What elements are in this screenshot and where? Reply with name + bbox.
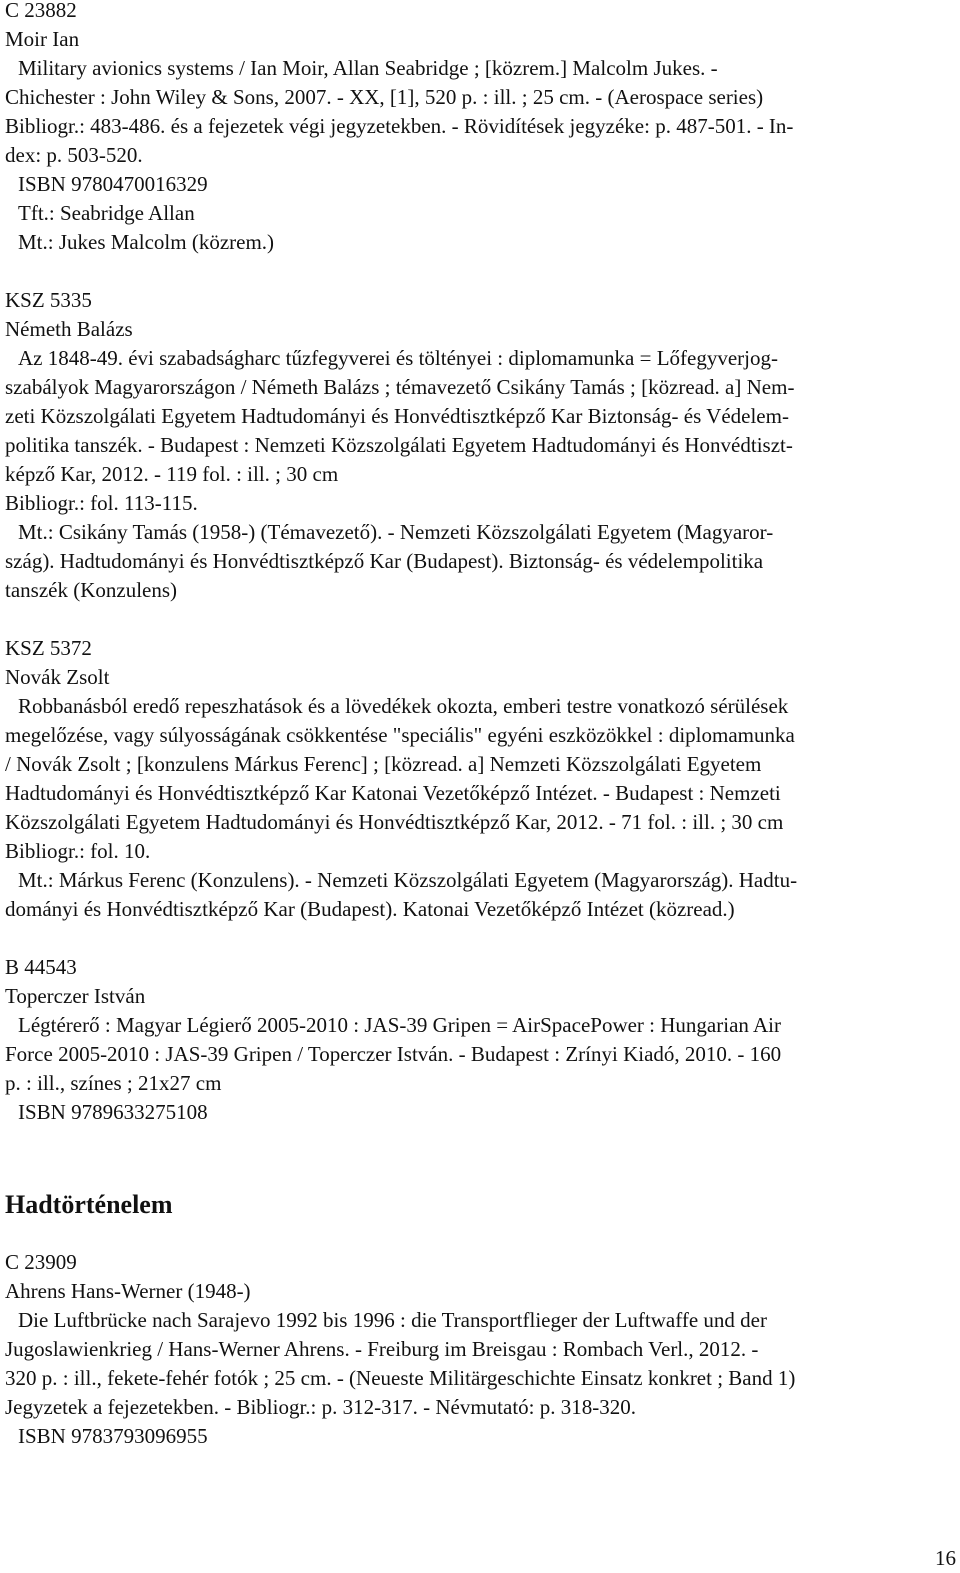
author: Novák Zsolt (5, 665, 110, 689)
entry-text-line: dományi és Honvédtisztképző Kar (Budapest). Katonai Vezetőképző Intézet (közread.) (5, 897, 735, 921)
author: Moir Ian (5, 27, 80, 51)
entry-text-line: Bibliogr.: 483-486. és a fejezetek végi jegyzetekben. - Rövidítések jegyzéke: p. 487-501. - In- (5, 114, 794, 138)
entry-text-line: Mt.: Csikány Tamás (1958-) (Témavezető). - Nemzeti Közszolgálati Egyetem (Magyaror- (18, 520, 774, 544)
entry-text-line: Hadtudományi és Honvédtisztképző Kar Katonai Vezetőképző Intézet. - Budapest : Nemzeti (5, 781, 781, 805)
entry-text-line: tanszék (Konzulens) (5, 578, 178, 602)
entry-text-line: dex: p. 503-520. (5, 143, 143, 167)
author: Ahrens Hans-Werner (1948-) (5, 1279, 251, 1303)
entry-text-line: politika tanszék. - Budapest : Nemzeti Közszolgálati Egyetem Hadtudományi és Honvédtiszt- (5, 433, 793, 457)
entry-text-line: szág). Hadtudományi és Honvédtisztképző Kar (Budapest). Biztonság- és védelempolitika (5, 549, 764, 573)
entry-text-line: Mt.: Jukes Malcolm (közrem.) (18, 230, 275, 254)
call-number: KSZ 5335 (5, 288, 92, 312)
author: Németh Balázs (5, 317, 133, 341)
isbn: ISBN 9780470016329 (18, 172, 208, 196)
entry-text-line: Mt.: Márkus Ferenc (Konzulens). - Nemzeti Közszolgálati Egyetem (Magyarország). Hadtu- (18, 868, 798, 892)
entry-text-line: Légtérerő : Magyar Légierő 2005-2010 : JAS-39 Gripen = AirSpacePower : Hungarian Air (18, 1013, 781, 1037)
entry-text-line: Az 1848-49. évi szabadságharc tűzfegyverei és töltényei : diplomamunka = Lőfegyverjog- (18, 346, 778, 370)
entry-text-line: Jugoslawienkrieg / Hans-Werner Ahrens. - Freiburg im Breisgau : Rombach Verl., 2012. - (5, 1337, 759, 1361)
entry-text-line: szabályok Magyarországon / Németh Balázs ; témavezető Csikány Tamás ; [közread. a] Nem- (5, 375, 795, 399)
isbn: ISBN 9789633275108 (18, 1100, 208, 1124)
entry-text-line: 320 p. : ill., fekete-fehér fotók ; 25 cm. - (Neueste Militärgeschichte Einsatz konkret ; Band 1) (5, 1366, 796, 1390)
call-number: KSZ 5372 (5, 636, 92, 660)
entry-text-line: Force 2005-2010 : JAS-39 Gripen / Toperczer István. - Budapest : Zrínyi Kiadó, 2010. - 160 (5, 1042, 782, 1066)
section-heading: Hadtörténelem (5, 1190, 173, 1219)
entry-text-line: képző Kar, 2012. - 119 fol. : ill. ; 30 cm (5, 462, 339, 486)
entry-text-line: zeti Közszolgálati Egyetem Hadtudományi és Honvédtisztképző Kar Biztonság- és Védelem- (5, 404, 789, 428)
entry-text-line: Military avionics systems / Ian Moir, Allan Seabridge ; [közrem.] Malcolm Jukes. - (18, 56, 718, 80)
call-number: B 44543 (5, 955, 77, 979)
page-number: 16 (935, 1546, 956, 1570)
entry-text-line: Jegyzetek a fejezetekben. - Bibliogr.: p. 312-317. - Névmutató: p. 318-320. (5, 1395, 636, 1419)
entry-text-line: Bibliogr.: fol. 10. (5, 839, 151, 863)
entry-text-line: / Novák Zsolt ; [konzulens Márkus Ferenc] ; [közread. a] Nemzeti Közszolgálati Egyetem (5, 752, 762, 776)
entry-text-line: Die Luftbrücke nach Sarajevo 1992 bis 1996 : die Transportflieger der Luftwaffe und der (18, 1308, 767, 1332)
entry-text-line: Tft.: Seabridge Allan (18, 201, 195, 225)
call-number: C 23909 (5, 1250, 77, 1274)
author: Toperczer István (5, 984, 146, 1008)
call-number: C 23882 (5, 0, 77, 22)
entry-text-line: p. : ill., színes ; 21x27 cm (5, 1071, 222, 1095)
entry-text-line: Közszolgálati Egyetem Hadtudományi és Honvédtisztképző Kar, 2012. - 71 fol. : ill. ; 30 cm (5, 810, 784, 834)
entry-text-line: Bibliogr.: fol. 113-115. (5, 491, 198, 515)
entry-text-line: Chichester : John Wiley & Sons, 2007. - XX, [1], 520 p. : ill. ; 25 cm. - (Aerospace series) (5, 85, 764, 109)
entry-text-line: megelőzése, vagy súlyosságának csökkentése "speciális" egyéni eszközökkel : diplomamunka (5, 723, 795, 747)
isbn: ISBN 9783793096955 (18, 1424, 208, 1448)
entry-text-line: Robbanásból eredő repeszhatások és a lövedékek okozta, emberi testre vonatkozó sérülések (18, 694, 789, 718)
